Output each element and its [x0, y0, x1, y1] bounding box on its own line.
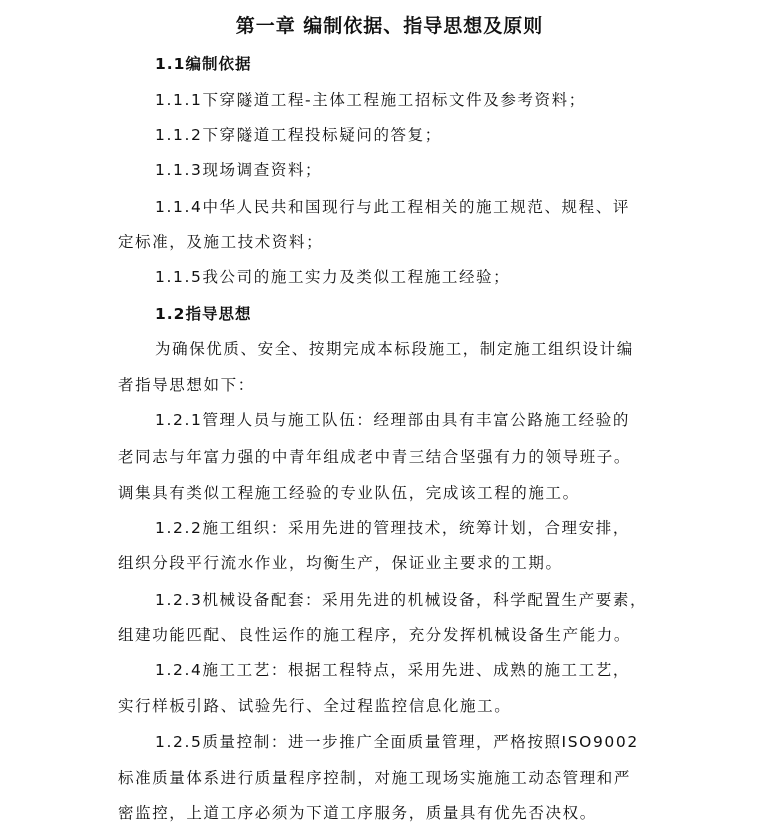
list-item-1-2-4-line1: 1.2.4施工工艺：根据工程特点，采用先进、成熟的施工工艺，: [155, 661, 630, 679]
list-item-1-2-1-line1: 1.2.1管理人员与施工队伍：经理部由具有丰富公路施工经验的: [155, 411, 630, 429]
list-item-1-2-5-line1: 1.2.5质量控制：进一步推广全面质量管理，严格按照ISO9002: [155, 733, 639, 751]
paragraph-intro-line2: 者指导思想如下：: [118, 376, 255, 394]
list-item-1-2-1-line2: 老同志与年富力强的中青年组成老中青三结合坚强有力的领导班子。: [118, 448, 632, 466]
list-item-1-2-5-line2: 标准质量体系进行质量程序控制，对施工现场实施施工动态管理和严: [118, 769, 632, 787]
chapter-title: 第一章 编制依据、指导思想及原则: [235, 15, 544, 37]
section-heading-1-2: 1.2指导思想: [155, 305, 252, 323]
list-item-1-1-3: 1.1.3现场调查资料；: [155, 161, 323, 179]
paragraph-intro-line1: 为确保优质、安全、按期完成本标段施工，制定施工组织设计编: [155, 340, 634, 358]
list-item-1-1-4-line1: 1.1.4中华人民共和国现行与此工程相关的施工规范、规程、评: [155, 198, 630, 216]
list-item-1-1-5: 1.1.5我公司的施工实力及类似工程施工经验；: [155, 268, 511, 286]
list-item-1-1-1: 1.1.1下穿隧道工程-主体工程施工招标文件及参考资料；: [155, 91, 586, 109]
section-heading-1-1: 1.1编制依据: [155, 55, 252, 73]
list-item-1-2-1-line3: 调集具有类似工程施工经验的专业队伍，完成该工程的施工。: [118, 484, 580, 502]
list-item-1-1-4-line2: 定标准，及施工技术资料；: [118, 233, 324, 251]
list-item-1-2-5-line3: 密监控，上道工序必须为下道工序服务，质量具有优先否决权。: [118, 804, 597, 822]
list-item-1-2-3-line2: 组建功能匹配、良性运作的施工程序，充分发挥机械设备生产能力。: [118, 626, 632, 644]
list-item-1-2-4-line2: 实行样板引路、试验先行、全过程监控信息化施工。: [118, 697, 512, 715]
list-item-1-2-2-line2: 组织分段平行流水作业，均衡生产，保证业主要求的工期。: [118, 554, 563, 572]
list-item-1-2-2-line1: 1.2.2施工组织：采用先进的管理技术，统筹计划，合理安排，: [155, 519, 630, 537]
list-item-1-2-3-line1: 1.2.3机械设备配套：采用先进的机械设备，科学配置生产要素，: [155, 591, 648, 609]
list-item-1-1-2: 1.1.2下穿隧道工程投标疑问的答复；: [155, 126, 442, 144]
